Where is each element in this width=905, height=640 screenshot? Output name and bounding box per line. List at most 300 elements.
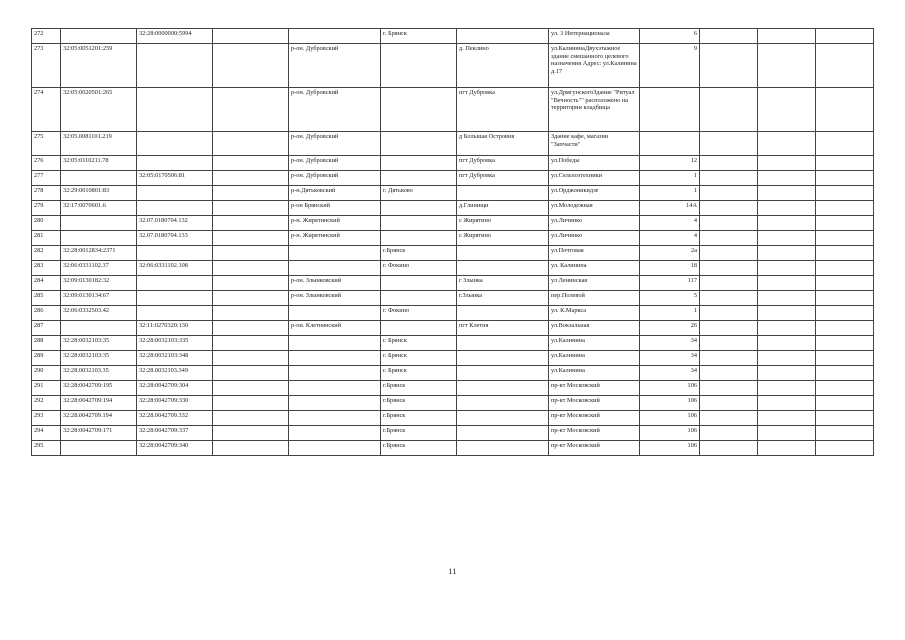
table-cell: р-он. Дубровский xyxy=(289,156,381,171)
table-cell: ул.ДрмгунскогоЗдание "Ритуал "Вечность"" расположено на территории кладбища xyxy=(549,88,640,132)
empty-cell xyxy=(758,276,816,291)
table-cell: 34 xyxy=(640,366,700,381)
table-cell xyxy=(137,132,213,156)
table-cell xyxy=(457,381,549,396)
table-cell: пгт Дубровка xyxy=(457,88,549,132)
table-cell: 32:28:0032103:348 xyxy=(137,351,213,366)
table-cell: 12 xyxy=(640,156,700,171)
table-cell xyxy=(457,351,549,366)
table-cell: 26 xyxy=(640,321,700,336)
table-cell: 18 xyxy=(640,261,700,276)
table-cell: р-он. Злынковский xyxy=(289,291,381,306)
table-cell: ул.Личинко xyxy=(549,231,640,246)
empty-cell xyxy=(758,186,816,201)
table-cell: 4 xyxy=(640,216,700,231)
empty-cell xyxy=(758,88,816,132)
table-cell: р-он. Злынковский xyxy=(289,276,381,291)
empty-cell xyxy=(758,261,816,276)
table-cell: г. Брянск xyxy=(381,29,457,44)
empty-cell xyxy=(758,231,816,246)
table-cell: 32:09:0130182:32 xyxy=(61,276,137,291)
table-cell xyxy=(289,336,381,351)
empty-cell xyxy=(816,351,874,366)
empty-cell xyxy=(700,156,758,171)
table-cell: с Жирятино xyxy=(457,231,549,246)
empty-cell xyxy=(816,29,874,44)
table-cell: г. Брянск xyxy=(381,351,457,366)
row-number-cell: 278 xyxy=(32,186,61,201)
table-cell xyxy=(457,261,549,276)
table-cell: д. Пеклино xyxy=(457,44,549,88)
row-number-cell: 282 xyxy=(32,246,61,261)
table-cell: р-н. Жирятинский xyxy=(289,216,381,231)
empty-cell xyxy=(816,396,874,411)
table-cell xyxy=(457,366,549,381)
empty-cell xyxy=(758,366,816,381)
table-cell xyxy=(61,171,137,186)
empty-cell xyxy=(700,366,758,381)
table-row xyxy=(32,246,874,261)
table-cell: пр-кт Московский xyxy=(549,396,640,411)
table-row xyxy=(32,216,874,231)
table-row xyxy=(32,132,874,156)
table-cell: 32:05:0020501:265 xyxy=(61,88,137,132)
table-cell: д.Глинищи xyxy=(457,201,549,216)
table-cell: 32:28:0032103:35 xyxy=(61,351,137,366)
empty-cell xyxy=(816,231,874,246)
empty-cell xyxy=(816,426,874,441)
table-cell: р-он Брянский xyxy=(289,201,381,216)
table-cell xyxy=(213,366,289,381)
table-cell xyxy=(213,88,289,132)
empty-cell xyxy=(758,321,816,336)
row-number-cell: 286 xyxy=(32,306,61,321)
table-cell: 2а xyxy=(640,246,700,261)
table-cell: ул.Калинина xyxy=(549,351,640,366)
table-cell xyxy=(213,426,289,441)
table-row xyxy=(32,381,874,396)
table-cell: р-он. Дубровский xyxy=(289,88,381,132)
table-cell: г.Брянск xyxy=(381,426,457,441)
table-cell: г.Брянск xyxy=(381,246,457,261)
empty-cell xyxy=(816,216,874,231)
table-cell xyxy=(61,321,137,336)
row-number-cell: 292 xyxy=(32,396,61,411)
table-cell: 32:28:0042709:330 xyxy=(137,396,213,411)
table-cell: г.Брянск xyxy=(381,441,457,456)
row-number-cell: 281 xyxy=(32,231,61,246)
empty-cell xyxy=(700,321,758,336)
table-cell: 32:29:0010801:83 xyxy=(61,186,137,201)
table-cell: 32:06:0331102.37 xyxy=(61,261,137,276)
table-cell xyxy=(213,216,289,231)
empty-cell xyxy=(700,411,758,426)
table-cell: 34 xyxy=(640,351,700,366)
empty-cell xyxy=(700,276,758,291)
table-cell: ул. К.Маркса xyxy=(549,306,640,321)
table-row xyxy=(32,88,874,132)
row-number-cell: 276 xyxy=(32,156,61,171)
table-cell: г.Брянск xyxy=(381,381,457,396)
table-cell xyxy=(381,201,457,216)
empty-cell xyxy=(700,132,758,156)
table-cell: 32:28:0042709:304 xyxy=(137,381,213,396)
table-cell: 32:28.0032103.349 xyxy=(137,366,213,381)
table-cell: 32:28:0000000:5994 xyxy=(137,29,213,44)
table-cell: г. Брянск xyxy=(381,366,457,381)
empty-cell xyxy=(758,171,816,186)
empty-cell xyxy=(700,426,758,441)
table-cell: 32:28:0042709:171 xyxy=(61,426,137,441)
table-cell xyxy=(213,336,289,351)
table-row xyxy=(32,186,874,201)
table-cell: ул.Молодежная xyxy=(549,201,640,216)
table-cell: 32:28.0042709.194 xyxy=(61,411,137,426)
table-row xyxy=(32,201,874,216)
empty-cell xyxy=(816,321,874,336)
row-number-cell: 294 xyxy=(32,426,61,441)
table-cell xyxy=(213,156,289,171)
table-row xyxy=(32,261,874,276)
table-cell: 32:05.0081101.219 xyxy=(61,132,137,156)
row-number-cell: 295 xyxy=(32,441,61,456)
table-cell: пгт Дубровка xyxy=(457,171,549,186)
table-cell xyxy=(213,29,289,44)
table-row xyxy=(32,44,874,88)
table-cell: 32:05:0110211.78 xyxy=(61,156,137,171)
table-cell xyxy=(61,441,137,456)
table-cell: ул.Личинко xyxy=(549,216,640,231)
empty-cell xyxy=(758,411,816,426)
table-cell xyxy=(457,186,549,201)
table-cell xyxy=(381,321,457,336)
table-row xyxy=(32,306,874,321)
table-cell: 32:09:0130134:67 xyxy=(61,291,137,306)
table-cell xyxy=(289,411,381,426)
empty-cell xyxy=(758,44,816,88)
empty-cell xyxy=(816,186,874,201)
table-row xyxy=(32,411,874,426)
empty-cell xyxy=(758,336,816,351)
table-cell: 32:28:0032103:35 xyxy=(61,336,137,351)
empty-cell xyxy=(700,306,758,321)
table-cell xyxy=(213,261,289,276)
table-cell xyxy=(457,306,549,321)
table-cell xyxy=(381,132,457,156)
table-row xyxy=(32,276,874,291)
table-cell xyxy=(457,441,549,456)
empty-cell xyxy=(700,261,758,276)
empty-cell xyxy=(700,231,758,246)
empty-cell xyxy=(700,336,758,351)
table-cell: р-н. Жирятинский xyxy=(289,231,381,246)
table-cell: ул. 3 Интернационала xyxy=(549,29,640,44)
table-cell: 32:06:0332503.42 xyxy=(61,306,137,321)
table-row xyxy=(32,29,874,44)
row-number-cell: 284 xyxy=(32,276,61,291)
empty-cell xyxy=(758,201,816,216)
table-cell: 106 xyxy=(640,441,700,456)
empty-cell xyxy=(758,29,816,44)
table-row xyxy=(32,426,874,441)
row-number-cell: 293 xyxy=(32,411,61,426)
table-cell: ул.Орджоникидзе xyxy=(549,186,640,201)
table-cell xyxy=(457,29,549,44)
row-number-cell: 288 xyxy=(32,336,61,351)
table-cell: г.Брянск xyxy=(381,411,457,426)
table-cell: р-он. Клетнянский xyxy=(289,321,381,336)
table-cell xyxy=(61,231,137,246)
table-cell xyxy=(137,291,213,306)
table-cell xyxy=(213,171,289,186)
table-cell: ул. Калинина xyxy=(549,261,640,276)
empty-cell xyxy=(758,351,816,366)
table-row xyxy=(32,231,874,246)
table-cell: ул.Вокзальная xyxy=(549,321,640,336)
table-cell: 32:05:0051201:259 xyxy=(61,44,137,88)
table-cell xyxy=(381,44,457,88)
table-row xyxy=(32,351,874,366)
table-cell: пр-кт Московский xyxy=(549,381,640,396)
table-cell: 1 xyxy=(640,186,700,201)
table-cell xyxy=(213,44,289,88)
row-number-cell: 279 xyxy=(32,201,61,216)
table-cell xyxy=(289,441,381,456)
table-cell: 32.07.0180704.132 xyxy=(137,216,213,231)
table-cell xyxy=(289,261,381,276)
table-cell: ул.Калинина xyxy=(549,336,640,351)
table-cell: г. Фокино xyxy=(381,306,457,321)
table-cell xyxy=(137,186,213,201)
empty-cell xyxy=(758,441,816,456)
table-cell: 106 xyxy=(640,381,700,396)
table-cell xyxy=(289,351,381,366)
table-cell xyxy=(381,216,457,231)
table-cell xyxy=(381,276,457,291)
table-cell xyxy=(137,44,213,88)
table-cell xyxy=(289,381,381,396)
table-cell xyxy=(289,366,381,381)
table-cell: г. Дятьково xyxy=(381,186,457,201)
table-cell: ул.КалининаДвухэтажное здание смешанного целевого назначения Адрес: ул.Калинина д.17 xyxy=(549,44,640,88)
empty-cell xyxy=(700,186,758,201)
table-cell: ул.Почтовая xyxy=(549,246,640,261)
table-cell: 32:05:0170506:81 xyxy=(137,171,213,186)
table-cell xyxy=(213,291,289,306)
empty-cell xyxy=(816,171,874,186)
empty-cell xyxy=(700,291,758,306)
table-cell: р-он. Дубровский xyxy=(289,132,381,156)
row-number-cell: 290 xyxy=(32,366,61,381)
table-cell xyxy=(213,132,289,156)
table-cell xyxy=(381,156,457,171)
table-cell: 4 xyxy=(640,231,700,246)
empty-cell xyxy=(816,44,874,88)
table-row xyxy=(32,321,874,336)
table-cell: д Большая Островня xyxy=(457,132,549,156)
table-cell xyxy=(457,411,549,426)
empty-cell xyxy=(700,351,758,366)
table-cell xyxy=(213,231,289,246)
row-number-cell: 272 xyxy=(32,29,61,44)
table-cell: 32:28:0012834:2371 xyxy=(61,246,137,261)
row-number-cell: 277 xyxy=(32,171,61,186)
table-cell xyxy=(213,276,289,291)
empty-cell xyxy=(816,246,874,261)
table-cell: 32:11:0270320:130 xyxy=(137,321,213,336)
empty-cell xyxy=(816,261,874,276)
table-cell: 34 xyxy=(640,336,700,351)
table-cell: 32:28:0042709:194 xyxy=(61,396,137,411)
empty-cell xyxy=(758,216,816,231)
table-row xyxy=(32,171,874,186)
row-number-cell: 285 xyxy=(32,291,61,306)
table-cell xyxy=(137,156,213,171)
table-cell xyxy=(61,29,137,44)
table-cell xyxy=(213,381,289,396)
empty-cell xyxy=(816,291,874,306)
table-cell xyxy=(289,396,381,411)
table-cell xyxy=(457,336,549,351)
table-cell xyxy=(640,88,700,132)
table-cell: пгт Дубровка xyxy=(457,156,549,171)
table-cell: 32:28:0032103:335 xyxy=(137,336,213,351)
row-number-cell: 275 xyxy=(32,132,61,156)
table-cell: пер.Полевой xyxy=(549,291,640,306)
table-cell: 32:28.0032103.35 xyxy=(61,366,137,381)
empty-cell xyxy=(816,366,874,381)
empty-cell xyxy=(700,441,758,456)
table-cell: ул.Победы xyxy=(549,156,640,171)
table-cell xyxy=(457,246,549,261)
empty-cell xyxy=(758,132,816,156)
table-cell xyxy=(289,426,381,441)
table-cell: 32:28:0042709:340 xyxy=(137,441,213,456)
empty-cell xyxy=(700,44,758,88)
table-cell: пр-кт Московский xyxy=(549,441,640,456)
table-cell xyxy=(640,132,700,156)
table-cell: г.Злынка xyxy=(457,291,549,306)
empty-cell xyxy=(816,306,874,321)
empty-cell xyxy=(758,156,816,171)
empty-cell xyxy=(816,336,874,351)
table-cell: г Злынка xyxy=(457,276,549,291)
table-cell: пр-кт Московский xyxy=(549,426,640,441)
table-cell xyxy=(137,246,213,261)
empty-cell xyxy=(816,88,874,132)
empty-cell xyxy=(758,291,816,306)
empty-cell xyxy=(758,426,816,441)
table-cell: ул.Сельхозтехники xyxy=(549,171,640,186)
table-cell xyxy=(213,201,289,216)
table-cell: 32:28.0042709.332 xyxy=(137,411,213,426)
table-row xyxy=(32,441,874,456)
empty-cell xyxy=(700,216,758,231)
table-cell xyxy=(213,306,289,321)
table-cell: Здание кафе, магазин "Запчасти" xyxy=(549,132,640,156)
table-cell xyxy=(137,201,213,216)
row-number-cell: 273 xyxy=(32,44,61,88)
table-cell xyxy=(457,396,549,411)
table-cell: пр-кт Московский xyxy=(549,411,640,426)
empty-cell xyxy=(700,396,758,411)
table-cell: 32:28:0042709:337 xyxy=(137,426,213,441)
table-row xyxy=(32,396,874,411)
table-cell: ул.Калинина xyxy=(549,366,640,381)
table-cell: г. Брянск xyxy=(381,336,457,351)
empty-cell xyxy=(700,381,758,396)
table-cell: р-он. Дубровский xyxy=(289,171,381,186)
row-number-cell: 287 xyxy=(32,321,61,336)
property-table xyxy=(31,28,874,456)
table-cell xyxy=(381,231,457,246)
table-row xyxy=(32,336,874,351)
table-cell xyxy=(213,441,289,456)
row-number-cell: 280 xyxy=(32,216,61,231)
empty-cell xyxy=(816,132,874,156)
empty-cell xyxy=(700,29,758,44)
empty-cell xyxy=(816,441,874,456)
empty-cell xyxy=(758,381,816,396)
table-cell: 32:28:0042709:195 xyxy=(61,381,137,396)
table-cell: 32.07.0180704.133 xyxy=(137,231,213,246)
table-cell xyxy=(213,411,289,426)
table-cell xyxy=(213,396,289,411)
table-cell: 32:17:0070601.6 xyxy=(61,201,137,216)
row-number-cell: 289 xyxy=(32,351,61,366)
table-cell xyxy=(289,29,381,44)
table-cell xyxy=(137,88,213,132)
empty-cell xyxy=(700,171,758,186)
table-cell: 117 xyxy=(640,276,700,291)
table-cell xyxy=(137,276,213,291)
table-cell: с Жирятино xyxy=(457,216,549,231)
empty-cell xyxy=(758,396,816,411)
row-number-cell: 283 xyxy=(32,261,61,276)
table-row xyxy=(32,291,874,306)
table-body xyxy=(32,29,874,456)
table-cell: пгт Клетня xyxy=(457,321,549,336)
table-row xyxy=(32,366,874,381)
empty-cell xyxy=(700,88,758,132)
table-cell: г.Брянск xyxy=(381,396,457,411)
row-number-cell: 291 xyxy=(32,381,61,396)
table-cell xyxy=(381,291,457,306)
row-number-cell: 274 xyxy=(32,88,61,132)
table-cell xyxy=(137,306,213,321)
empty-cell xyxy=(816,411,874,426)
table-cell: 1 xyxy=(640,171,700,186)
page-number: 11 xyxy=(448,566,457,576)
table-cell: 106 xyxy=(640,411,700,426)
table-cell xyxy=(289,246,381,261)
table-cell xyxy=(213,321,289,336)
table-cell xyxy=(213,186,289,201)
document-page xyxy=(31,28,874,456)
table-cell: 32:06:0331102.108 xyxy=(137,261,213,276)
empty-cell xyxy=(816,381,874,396)
table-cell xyxy=(457,426,549,441)
table-cell xyxy=(381,88,457,132)
table-cell: 106 xyxy=(640,426,700,441)
empty-cell xyxy=(700,246,758,261)
table-cell: р-н.Дятьковский xyxy=(289,186,381,201)
table-cell xyxy=(213,351,289,366)
table-cell: 6 xyxy=(640,29,700,44)
table-cell: 9 xyxy=(640,44,700,88)
empty-cell xyxy=(700,201,758,216)
empty-cell xyxy=(816,156,874,171)
